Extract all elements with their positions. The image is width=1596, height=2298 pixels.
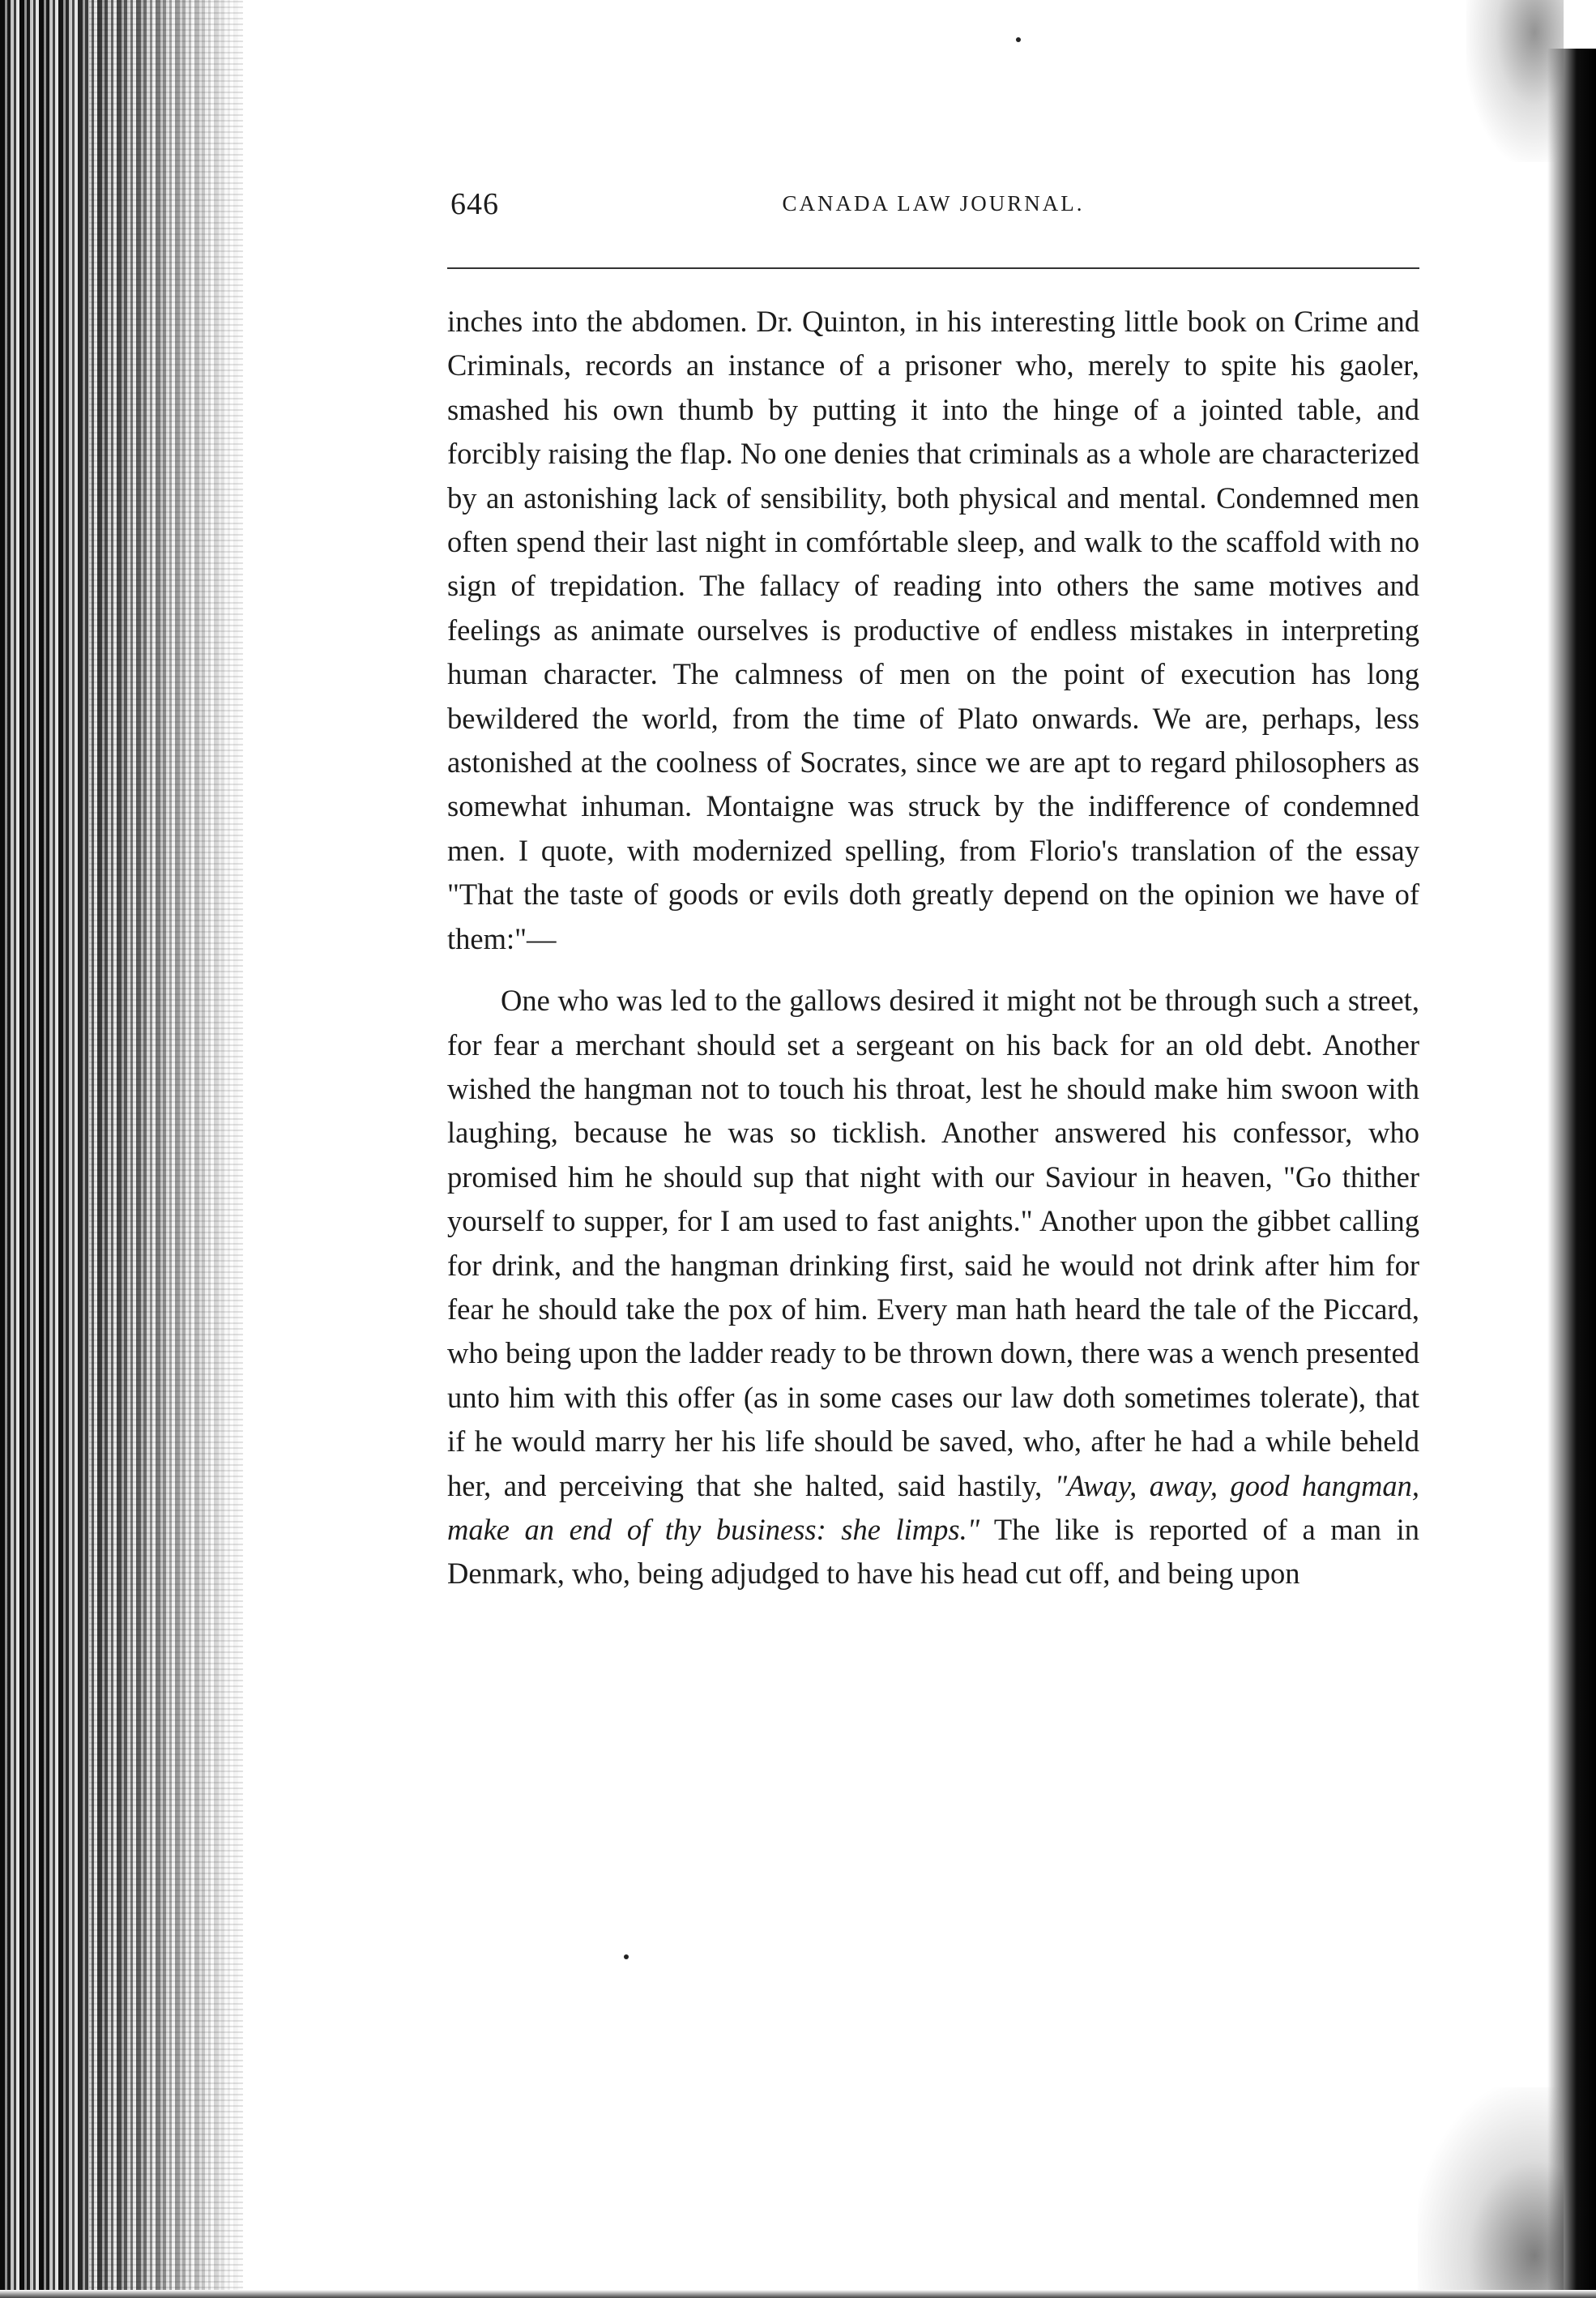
scan-smudge-bottom [1418, 2087, 1564, 2298]
scan-right-edge [1547, 49, 1596, 2298]
italic-quotation: "Away, away, good hangman, make an end of thy business: she limps." [447, 1468, 1419, 1546]
scan-bottom-edge [0, 2290, 1596, 2298]
stray-mark [1016, 37, 1021, 42]
scan-binding-speckle [89, 0, 243, 2298]
body-text [447, 300, 1419, 1596]
paragraph-text: The like is reported of a man in Denmark, who, being adjudged to have his head cut off, and being upon [447, 1512, 1419, 1591]
running-head [447, 186, 1419, 235]
journal-title: CANADA LAW JOURNAL. [782, 191, 1085, 216]
paragraph [447, 979, 1419, 1596]
header-rule [447, 267, 1419, 269]
scan-smudge-top [1466, 0, 1564, 162]
book-page [447, 186, 1419, 1596]
stray-mark [624, 1954, 629, 1959]
paragraph [447, 300, 1419, 961]
page-number: 646 [450, 187, 499, 221]
paragraph-text: inches into the abdomen. Dr. Quinton, in his interesting little book on Crime and Criminals, records an instance of a prisoner who, merely to spite his gaoler, smashed his own thumb by putting it into the hinge of a jointed table, and forcibly raising the flap. No one denies that criminals as a whole are characterized by an astonishing lack of sensibility, both physical and mental. Condemned men often spend their last night in comfórtable sleep, and walk to the scaffold with no sign of trepidation. The fallacy of reading into others the same motives and feelings as animate ourselves is productive of endless mistakes in interpreting human character. The calmness of men on the point of execution has long bewildered the world, from the time of Plato onwards. We are, perhaps, less astonished at the coolness of Socrates, since we are apt to regard philosophers as somewhat inhuman. Montaigne was struck by the indifference of condemned men. I quote, with modernized spelling, from Florio's translation of the essay "That the taste of goods or evils doth greatly depend on the opinion we have of them:"— [447, 305, 1419, 955]
paragraph-text: One who was led to the gallows desired it might not be through such a street, for fear a merchant should set a sergeant on his back for an old debt. Another wished the hangman not to touch his throat, lest he should make him swoon with laughing, because he was so ticklish. Another answered his confessor, who promised him he should sup that night with our Saviour in heaven, "Go thither yourself to supper, for I am used to fast anights." Another upon the gibbet calling for drink, and the hangman drinking first, said he would not drink after him for fear he should take the pox of him. Every man hath heard the tale of the Piccard, who being upon the ladder ready to be thrown down, there was a wench presented unto him with this offer (as in some cases our law doth sometimes tolerate), that if he would marry her his life should be saved, who, after he had a while beheld her, and perceiving that she halted, said hastily, [447, 984, 1419, 1502]
